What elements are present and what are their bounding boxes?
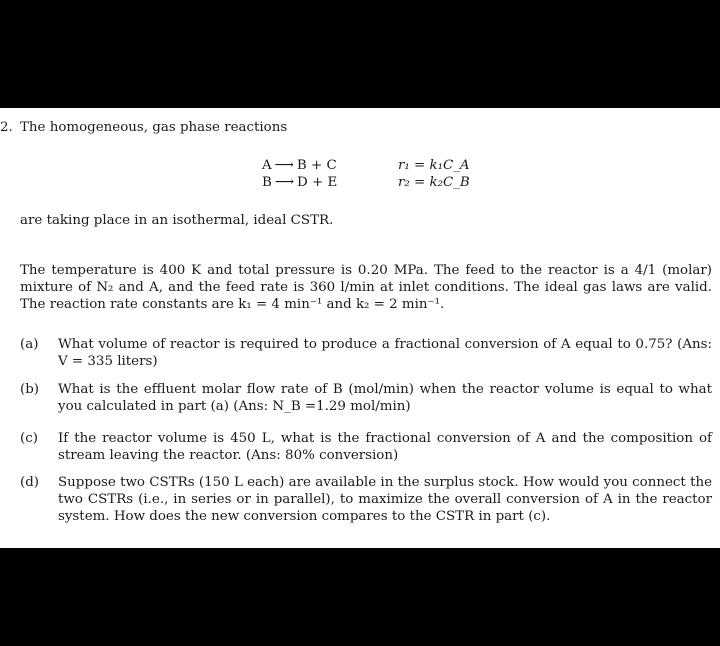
part-d-label: (d) [20, 475, 40, 490]
problem-sheet [0, 108, 720, 548]
part-a-text: What volume of reactor is required to produce a fractional conversion of A equal to 0.75? (Ans: V = 335 liters) [58, 337, 712, 369]
part-c [20, 430, 712, 464]
part-c-label: (c) [20, 431, 38, 446]
reaction-1-lhs: A [262, 158, 272, 173]
reaction-2-rhs: D + E [297, 175, 338, 190]
reaction-2-lhs: B [262, 175, 272, 190]
part-a-label: (a) [20, 337, 39, 352]
problem-title: The homogeneous, gas phase reactions [20, 120, 288, 135]
reaction-1-rhs: B + C [296, 158, 337, 173]
intro-text: are taking place in an isothermal, ideal CSTR. [20, 213, 334, 228]
rate-law-1: r₁ = k₁C_A [398, 158, 470, 173]
part-d [20, 474, 712, 525]
part-b-text: What is the effluent molar flow rate of B (mol/min) when the reactor volume is equal to what you calculated in part (a) (Ans: N_B =1.29 mol/min) [58, 382, 712, 414]
rate-law-2: r₂ = k₂C_B [398, 175, 470, 190]
conditions-paragraph: The temperature is 400 K and total pressure is 0.20 MPa. The feed to the reactor is a 4/1 (molar) mixture of N₂ and A, and the feed rate is 360 l/min at inlet conditions. The ideal gas laws are valid. The reaction rate constants are k₁ = 4 min⁻¹ and k₂ = 2 min⁻¹. [20, 263, 712, 312]
reaction-1-arrow: ⟶ [274, 158, 294, 173]
part-a [20, 336, 712, 370]
reaction-2 [262, 174, 337, 191]
reaction-2-arrow: ⟶ [274, 175, 295, 190]
problem-number: 2. [0, 120, 13, 135]
part-b-label: (b) [20, 382, 40, 397]
part-c-text: If the reactor volume is 450 L, what is the fractional conversion of A and the composition of stream leaving the reactor. (Ans: 80% conversion) [58, 431, 712, 463]
part-b [20, 381, 712, 415]
part-d-text: Suppose two CSTRs (150 L each) are available in the surplus stock. How would you connect the two CSTRs (i.e., in series or in parallel), to maximize the overall conversion of A in the reactor system. How does the new conversion compares to the CSTR in part (c). [58, 475, 712, 524]
reaction-1 [262, 157, 337, 174]
